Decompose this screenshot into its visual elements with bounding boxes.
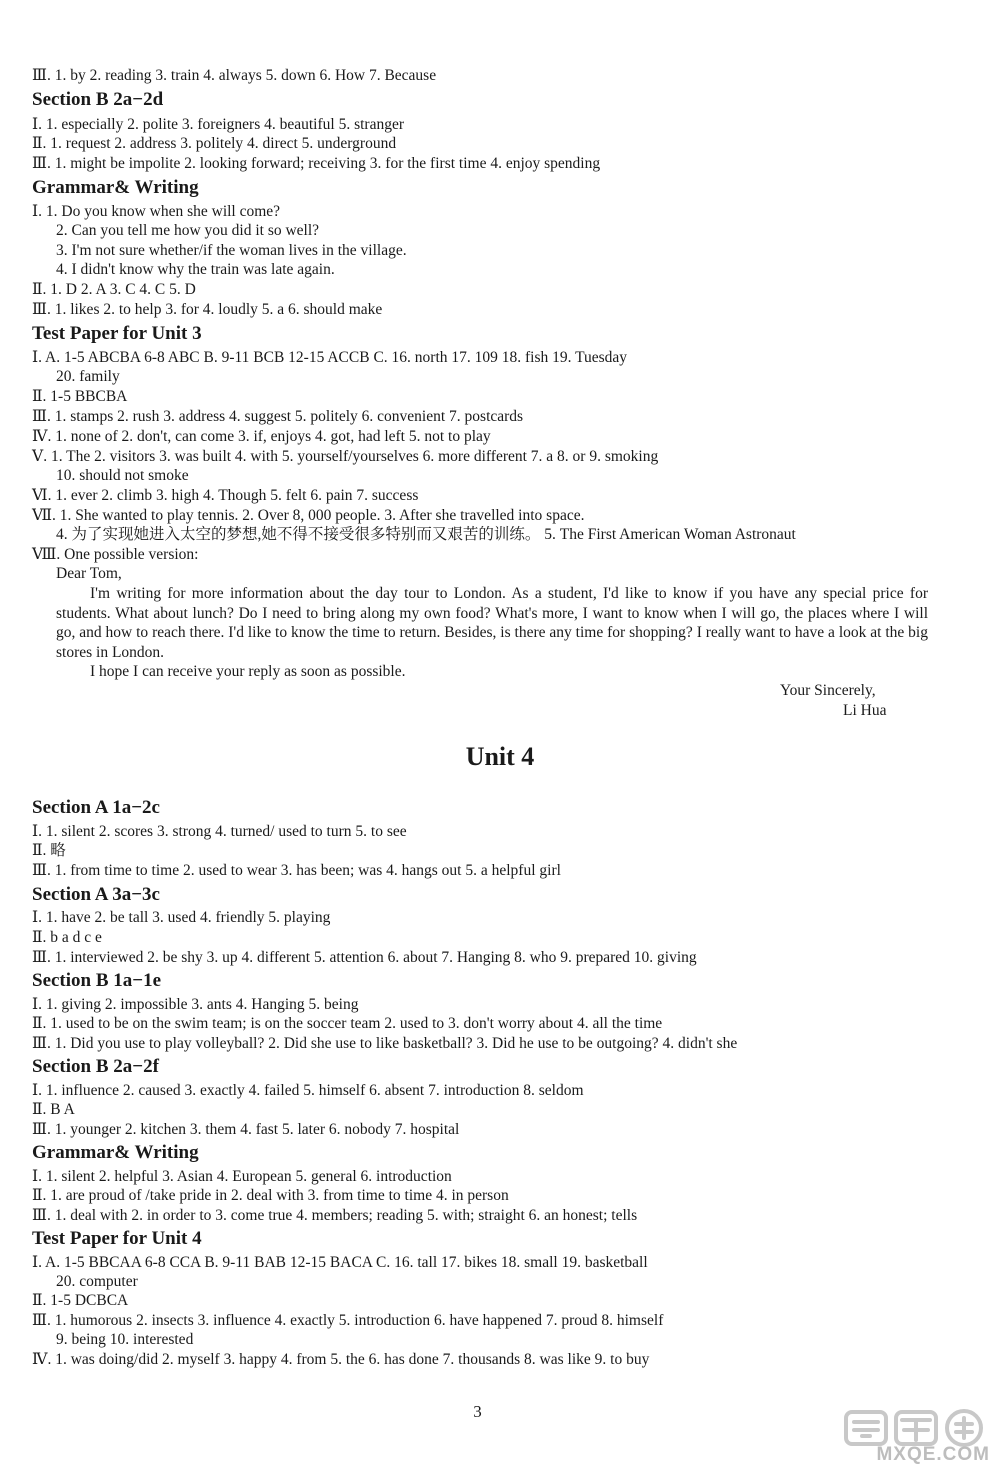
answer-line: 3. I'm not sure whether/if the woman lives in the village.: [56, 242, 407, 259]
answer-line: Ⅰ. 1. giving 2. impossible 3. ants 4. Hanging 5. being: [32, 996, 359, 1013]
answer-line: 4. 为了实现她进入太空的梦想,她不得不接受很多特别而又艰苦的训练。 5. The First American Woman Astronaut: [56, 526, 796, 543]
section-heading: Grammar& Writing: [32, 177, 199, 198]
answer-line: Ⅱ. 1. are proud of /take pride in 2. deal with 3. from time to time 4. in person: [32, 1187, 509, 1204]
answer-line: Ⅱ. 1. D 2. A 3. C 4. C 5. D: [32, 281, 196, 298]
letter-body: I'm writing for more information about the day tour to London. As a student, I'd like to know if you have any special price for students. What about lunch? Do I need to bring along my own food? What's more, I want to know when I will go, the places where I will go, and how to reach there. I'd like to know the time to return. Besides, is there any time for shopping? I really want to have a look at the big stores in London.: [56, 585, 928, 661]
answer-line: Ⅰ. 1. silent 2. scores 3. strong 4. turned/ used to turn 5. to see: [32, 823, 407, 840]
answer-line: Ⅰ. 1. influence 2. caused 3. exactly 4. failed 5. himself 6. absent 7. introduction 8. seldom: [32, 1082, 584, 1099]
letter-signature: Li Hua: [843, 702, 887, 719]
answer-line: 9. being 10. interested: [56, 1331, 194, 1348]
answer-line: Ⅰ. A. 1-5 BBCAA 6-8 CCA B. 9-11 BAB 12-15 BACA C. 16. tall 17. bikes 18. small 19. basketball: [32, 1254, 648, 1271]
section-heading: Section B 2a−2f: [32, 1056, 159, 1077]
answer-line: Ⅰ. A. 1-5 ABCBA 6-8 ABC B. 9-11 BCB 12-15 ACCB C. 16. north 17. 109 18. fish 19. Tuesday: [32, 349, 628, 366]
answer-line: Ⅵ. 1. ever 2. climb 3. high 4. Though 5. felt 6. pain 7. success: [32, 487, 419, 504]
answer-line: Ⅲ. 1. might be impolite 2. looking forward; receiving 3. for the first time 4. enjoy spending: [32, 155, 601, 172]
answer-line: Ⅱ. 1. used to be on the swim team; is on the soccer team 2. used to 3. don't worry about 4. all the time: [32, 1015, 663, 1032]
answer-line: Ⅱ. b a d c e: [32, 929, 102, 946]
answer-line: Ⅷ. One possible version:: [32, 546, 199, 563]
letter-closing: Your Sincerely,: [780, 682, 876, 699]
answer-line: 4. I didn't know why the train was late again.: [56, 261, 335, 278]
answer-line: Ⅴ. 1. The 2. visitors 3. was built 4. with 5. yourself/yourselves 6. more different 7. a 8. or 9. smoking: [32, 448, 659, 465]
letter-closing-line: I hope I can receive your reply as soon as possible.: [90, 663, 406, 680]
section-heading: Section A 1a−2c: [32, 797, 160, 818]
answer-line: Ⅰ. 1. silent 2. helpful 3. Asian 4. European 5. general 6. introduction: [32, 1168, 452, 1185]
section-heading: Section B 2a−2d: [32, 89, 164, 110]
answer-line: Ⅰ. 1. have 2. be tall 3. used 4. friendly 5. playing: [32, 909, 331, 926]
answer-line: Ⅱ. 1. request 2. address 3. politely 4. direct 5. underground: [32, 135, 397, 152]
answer-line: 10. should not smoke: [56, 467, 189, 484]
answer-line: Ⅱ. 1-5 BBCBA: [32, 388, 128, 405]
answer-line: Ⅱ. 略: [32, 842, 66, 859]
answer-line: Ⅰ. 1. especially 2. polite 3. foreigners 4. beautiful 5. stranger: [32, 116, 404, 133]
section-heading: Section B 1a−1e: [32, 970, 162, 991]
watermark-url: MXQE.COM: [876, 1444, 990, 1465]
answer-line: Ⅲ. 1. stamps 2. rush 3. address 4. suggest 5. politely 6. convenient 7. postcards: [32, 408, 524, 425]
answer-line: 20. family: [56, 368, 120, 385]
section-heading: Grammar& Writing: [32, 1142, 199, 1163]
answer-line: Ⅳ. 1. was doing/did 2. myself 3. happy 4. from 5. the 6. has done 7. thousands 8. was like 9. to buy: [32, 1351, 650, 1368]
answer-line: 2. Can you tell me how you did it so well?: [56, 222, 320, 239]
answer-line: Ⅱ. B A: [32, 1101, 75, 1118]
page-number: 3: [473, 1402, 482, 1421]
section-heading: Section A 3a−3c: [32, 884, 160, 905]
answer-line: Ⅲ. 1. likes 2. to help 3. for 4. loudly 5. a 6. should make: [32, 301, 383, 318]
section-heading: Test Paper for Unit 4: [32, 1228, 202, 1249]
answer-line: Ⅰ. 1. Do you know when she will come?: [32, 203, 281, 220]
answer-line: Ⅲ. 1. humorous 2. insects 3. influence 4. exactly 5. introduction 6. have happened 7. proud 8. himself: [32, 1312, 664, 1329]
answer-line: Ⅱ. 1-5 DCBCA: [32, 1292, 129, 1309]
unit-title: Unit 4: [465, 742, 535, 771]
answer-line: Ⅶ. 1. She wanted to play tennis. 2. Over 8, 000 people. 3. After she travelled into space.: [32, 507, 585, 524]
answer-line: Ⅲ. 1. from time to time 2. used to wear 3. has been; was 4. hangs out 5. a helpful girl: [32, 862, 561, 879]
answer-line: Ⅲ. 1. deal with 2. in order to 3. come true 4. members; reading 5. with; straight 6. an honest; tells: [32, 1207, 638, 1224]
letter-salutation: Dear Tom,: [56, 565, 122, 582]
section-heading: Test Paper for Unit 3: [32, 323, 202, 344]
answer-line: Ⅲ. 1. younger 2. kitchen 3. them 4. fast 5. later 6. nobody 7. hospital: [32, 1121, 460, 1138]
answer-line: Ⅲ. 1. interviewed 2. be shy 3. up 4. different 5. attention 6. about 7. Hanging 8. who 9. prepared 10. giving: [32, 949, 697, 966]
answer-line: Ⅳ. 1. none of 2. don't, can come 3. if, enjoys 4. got, had left 5. not to play: [32, 428, 491, 445]
answer-line: Ⅲ. 1. Did you use to play volleyball? 2. Did she use to like basketball? 3. Did he use to be outgoing? 4. didn't she: [32, 1035, 738, 1052]
answer-line: Ⅲ. 1. by 2. reading 3. train 4. always 5. down 6. How 7. Because: [32, 67, 437, 84]
answer-line: 20. computer: [56, 1273, 138, 1290]
